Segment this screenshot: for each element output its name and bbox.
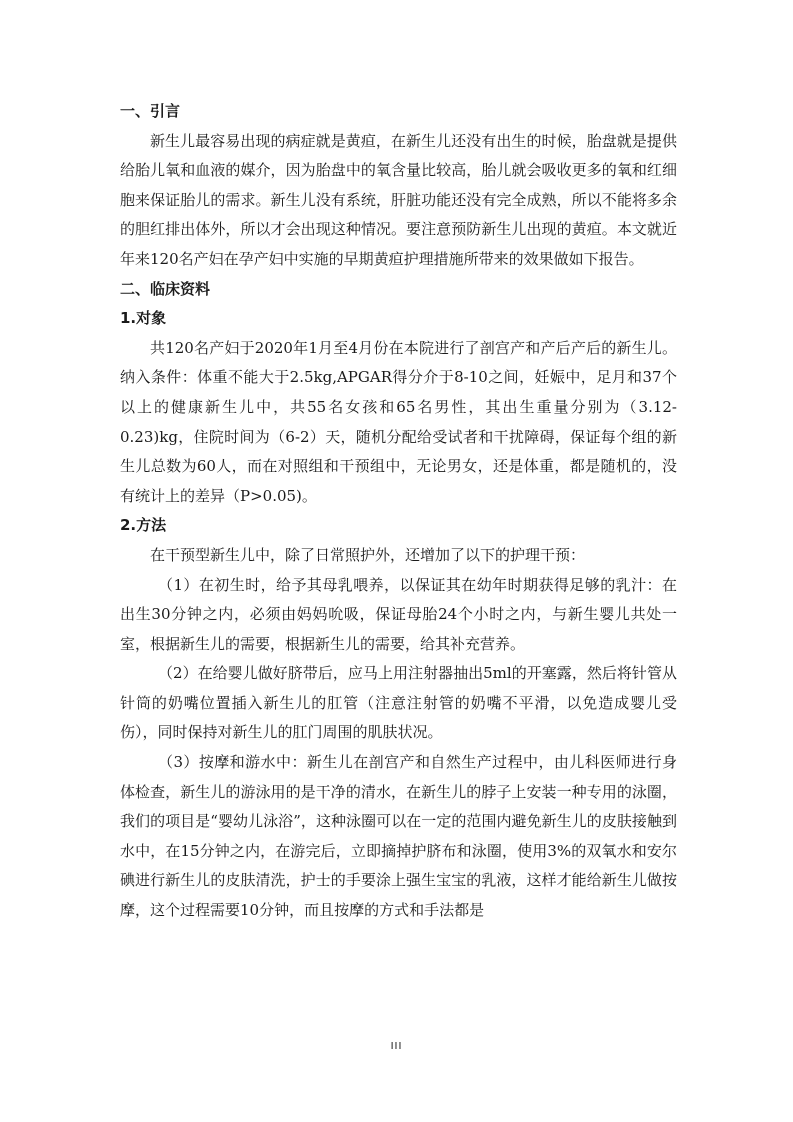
section-heading-introduction: 一、引言 <box>120 102 181 120</box>
page-number: III <box>390 1041 403 1052</box>
methods-intro-paragraph: 在干预型新生儿中，除了日常照护外，还增加了以下的护理干预： <box>150 545 586 564</box>
page-content <box>120 97 677 926</box>
introduction-paragraph: 新生儿最容易出现的病症就是黄疸，在新生儿还没有出生的时候，胎盘就是提供给胎儿氧和血液的媒介，因为胎盘中的氧含量比较高，胎儿就会吸收更多的氧和红细胞来保证胎儿的需求。新生儿没有系统，肝脏功能还没有完全成熟，所以不能将多余的胆红排出体外，所以才会出现这种情况。要注意预防新生儿出现的黄疸。本文就近年来120名产妇在孕产妇中实施的早期黄疸护理措施所带来的效果做如下报告。 <box>120 131 677 268</box>
subsection-heading-subjects: 1.对象 <box>120 309 167 328</box>
section-heading-clinical-data: 二、临床资料 <box>120 279 211 298</box>
subjects-paragraph: 共120名产妇于2020年1月至4月份在本院进行了剖宫产和产后产后的新生儿。纳入条件：体重不能大于2.5kg,APGAR得分介于8-10之间，妊娠中，足月和37个以上的健康新生儿中，共55名女孩和65名男性，其出生重量分别为（3.12-0.23)kg，住院时间为（6-2）天，随机分配给受试者和干扰障碍，保证每个组的新生儿总数为60人，而在对照组和干预组中，无论男女，还是体重，都是随机的，没有统计上的差异（P>0.05)。 <box>120 338 677 505</box>
method-item-1: （1）在初生时，给予其母乳喂养，以保证其在幼年时期获得足够的乳汁：在出生30分钟之内，必须由妈妈吮吸，保证母胎24个小时之内，与新生婴儿共处一室，根据新生儿的需要，根据新生儿的需要，给其补充营养。 <box>120 575 677 653</box>
method-item-3: （3）按摩和游水中：新生儿在剖宫产和自然生产过程中，由儿科医师进行身体检查，新生儿的游泳用的是干净的清水，在新生儿的脖子上安装一种专用的泳圈，我们的项目是“婴幼儿泳浴”，这种泳圈可以在一定的范围内避免新生儿的皮肤接触到水中，在15分钟之内，在游完后，立即摘掉护脐布和泳圈，使用3%的双氧水和安尔碘进行新生儿的皮肤清洗，护士的手要涂上强生宝宝的乳液，这样才能给新生儿做按摩，这个过程需要10分钟，而且按摩的方式和手法都是 <box>120 753 677 920</box>
method-item-2: （2）在给婴儿做好脐带后，应马上用注射器抽出5ml的开塞露，然后将针管从针筒的奶嘴位置插入新生儿的肛管（注意注射管的奶嘴不平滑，以免造成婴儿受伤），同时保持对新生儿的肛门周围的肌肤状况。 <box>120 664 677 742</box>
subsection-heading-methods: 2.方法 <box>120 516 167 535</box>
